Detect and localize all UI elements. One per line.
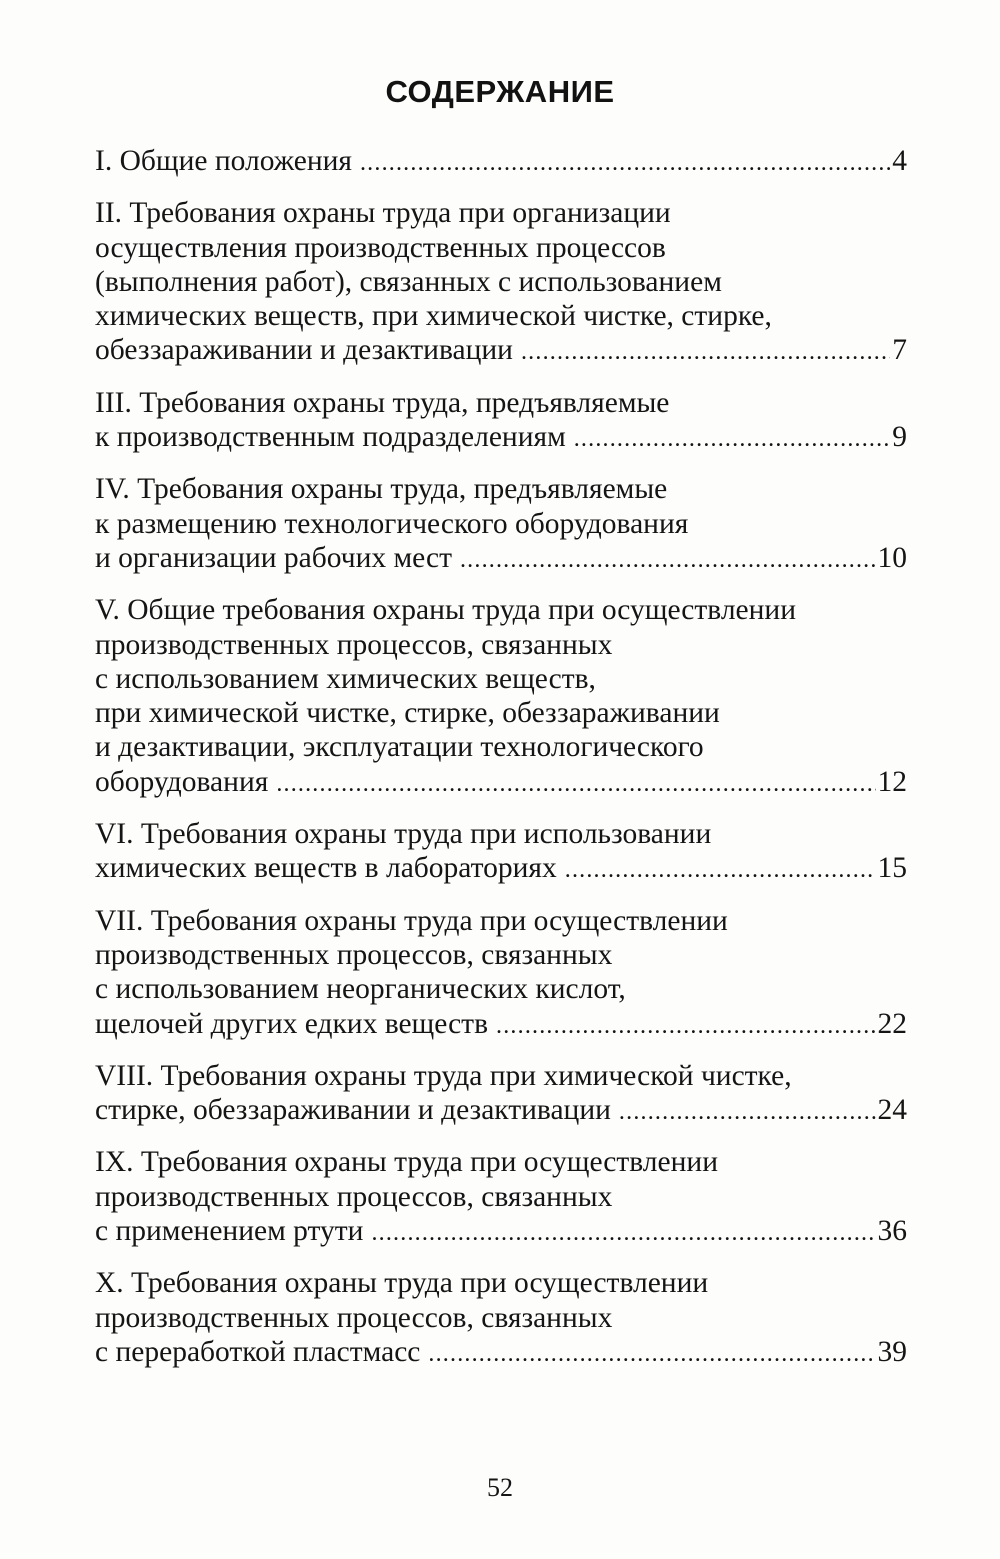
toc-page-number: 9 [892, 421, 907, 454]
toc-entry-line: V. Общие требования охраны труда при осуществлении [95, 594, 796, 627]
toc-entry [95, 196, 907, 369]
dot-leader [574, 420, 891, 456]
dot-leader [565, 851, 876, 887]
dot-leader [276, 765, 875, 801]
toc-page-number: 10 [877, 541, 907, 574]
dot-leader [428, 1335, 875, 1371]
toc-entry-line: VI. Требования охраны труда при использовании [95, 818, 712, 851]
toc-entry-last-line [95, 1335, 907, 1371]
toc-entry-line: (выполнения работ), связанных с использованием [95, 265, 722, 298]
dot-leader [360, 144, 890, 180]
toc-entry-line: стирке, обеззараживании и дезактивации [95, 1094, 611, 1127]
toc-page-number: 22 [877, 1007, 907, 1040]
toc-entry-last-line [95, 1007, 907, 1043]
toc-entry-line: VIII. Требования охраны труда при химической чистке, [95, 1059, 792, 1092]
contents-title: СОДЕРЖАНИЕ [385, 74, 615, 109]
toc-entry-line: производственных процессов, связанных [95, 938, 613, 971]
toc-entry-line: к производственным подразделениям [95, 421, 566, 454]
toc-entry-line: и организации рабочих мест [95, 541, 452, 574]
toc-entry-line: с применением ртути [95, 1215, 364, 1248]
toc-entry-line: IV. Требования охраны труда, предъявляемые [95, 473, 668, 506]
toc-entry-line: производственных процессов, связанных [95, 1180, 613, 1213]
toc-entry-line: оборудования [95, 765, 269, 798]
toc-entry-line: осуществления производственных процессов [95, 231, 666, 264]
toc-page-number: 36 [877, 1215, 907, 1248]
toc-page-number: 15 [877, 852, 907, 885]
toc-entry-last-line [95, 144, 907, 180]
toc-entry-line: обеззараживании и дезактивации [95, 334, 513, 367]
toc-entry [95, 386, 907, 457]
toc-page-number: 39 [877, 1335, 907, 1368]
toc-entry-line: щелочей других едких веществ [95, 1007, 489, 1040]
toc-entry-line: III. Требования охраны труда, предъявляемые [95, 386, 670, 419]
page-number: 52 [487, 1473, 513, 1502]
toc-entry-last-line [95, 765, 907, 801]
dot-leader [521, 333, 890, 369]
toc-page-number: 24 [877, 1094, 907, 1127]
toc-page-number: 4 [892, 145, 907, 177]
toc-entry [95, 593, 907, 801]
toc-entry-last-line [95, 851, 907, 887]
toc-entry-line: IX. Требования охраны труда при осуществлении [95, 1146, 718, 1179]
toc-entry [95, 1059, 907, 1130]
dot-leader [619, 1093, 876, 1129]
toc-entry [95, 1145, 907, 1250]
toc-entry-line: производственных процессов, связанных [95, 628, 613, 661]
toc-entry-line: с использованием химических веществ, [95, 662, 596, 695]
toc-entry [95, 904, 907, 1043]
toc-entry [95, 472, 907, 577]
toc-entry-line: и дезактивации, эксплуатации технологического [95, 731, 704, 764]
toc-entry-line: при химической чистке, стирке, обеззараживании [95, 697, 720, 730]
toc-entry-last-line [95, 1214, 907, 1250]
table-of-contents [95, 144, 907, 1371]
toc-entry-line: производственных процессов, связанных [95, 1301, 613, 1334]
toc-entry-line: к размещению технологического оборудования [95, 507, 689, 540]
toc-entry-line: химических веществ, при химической чистке, стирке, [95, 300, 772, 333]
toc-entry-line: VII. Требования охраны труда при осуществлении [95, 904, 728, 937]
toc-page-number: 7 [892, 334, 907, 367]
toc-entry-last-line [95, 333, 907, 369]
toc-entry-line: с использованием неорганических кислот, [95, 973, 626, 1006]
toc-entry [95, 817, 907, 888]
toc-entry-last-line [95, 420, 907, 456]
toc-entry-last-line [95, 541, 907, 577]
toc-entry [95, 144, 907, 180]
toc-entry-last-line [95, 1093, 907, 1129]
toc-entry-line: I. Общие положения [95, 145, 352, 177]
toc-entry-line: X. Требования охраны труда при осуществлении [95, 1267, 709, 1300]
dot-leader [496, 1007, 875, 1043]
dot-leader [371, 1214, 875, 1250]
toc-entry [95, 1266, 907, 1371]
toc-page-number: 12 [877, 765, 907, 798]
toc-entry-line: с переработкой пластмасс [95, 1335, 421, 1368]
toc-entry-line: II. Требования охраны труда при организации [95, 197, 671, 230]
toc-entry-line: химических веществ в лабораториях [95, 852, 557, 885]
dot-leader [460, 541, 876, 577]
